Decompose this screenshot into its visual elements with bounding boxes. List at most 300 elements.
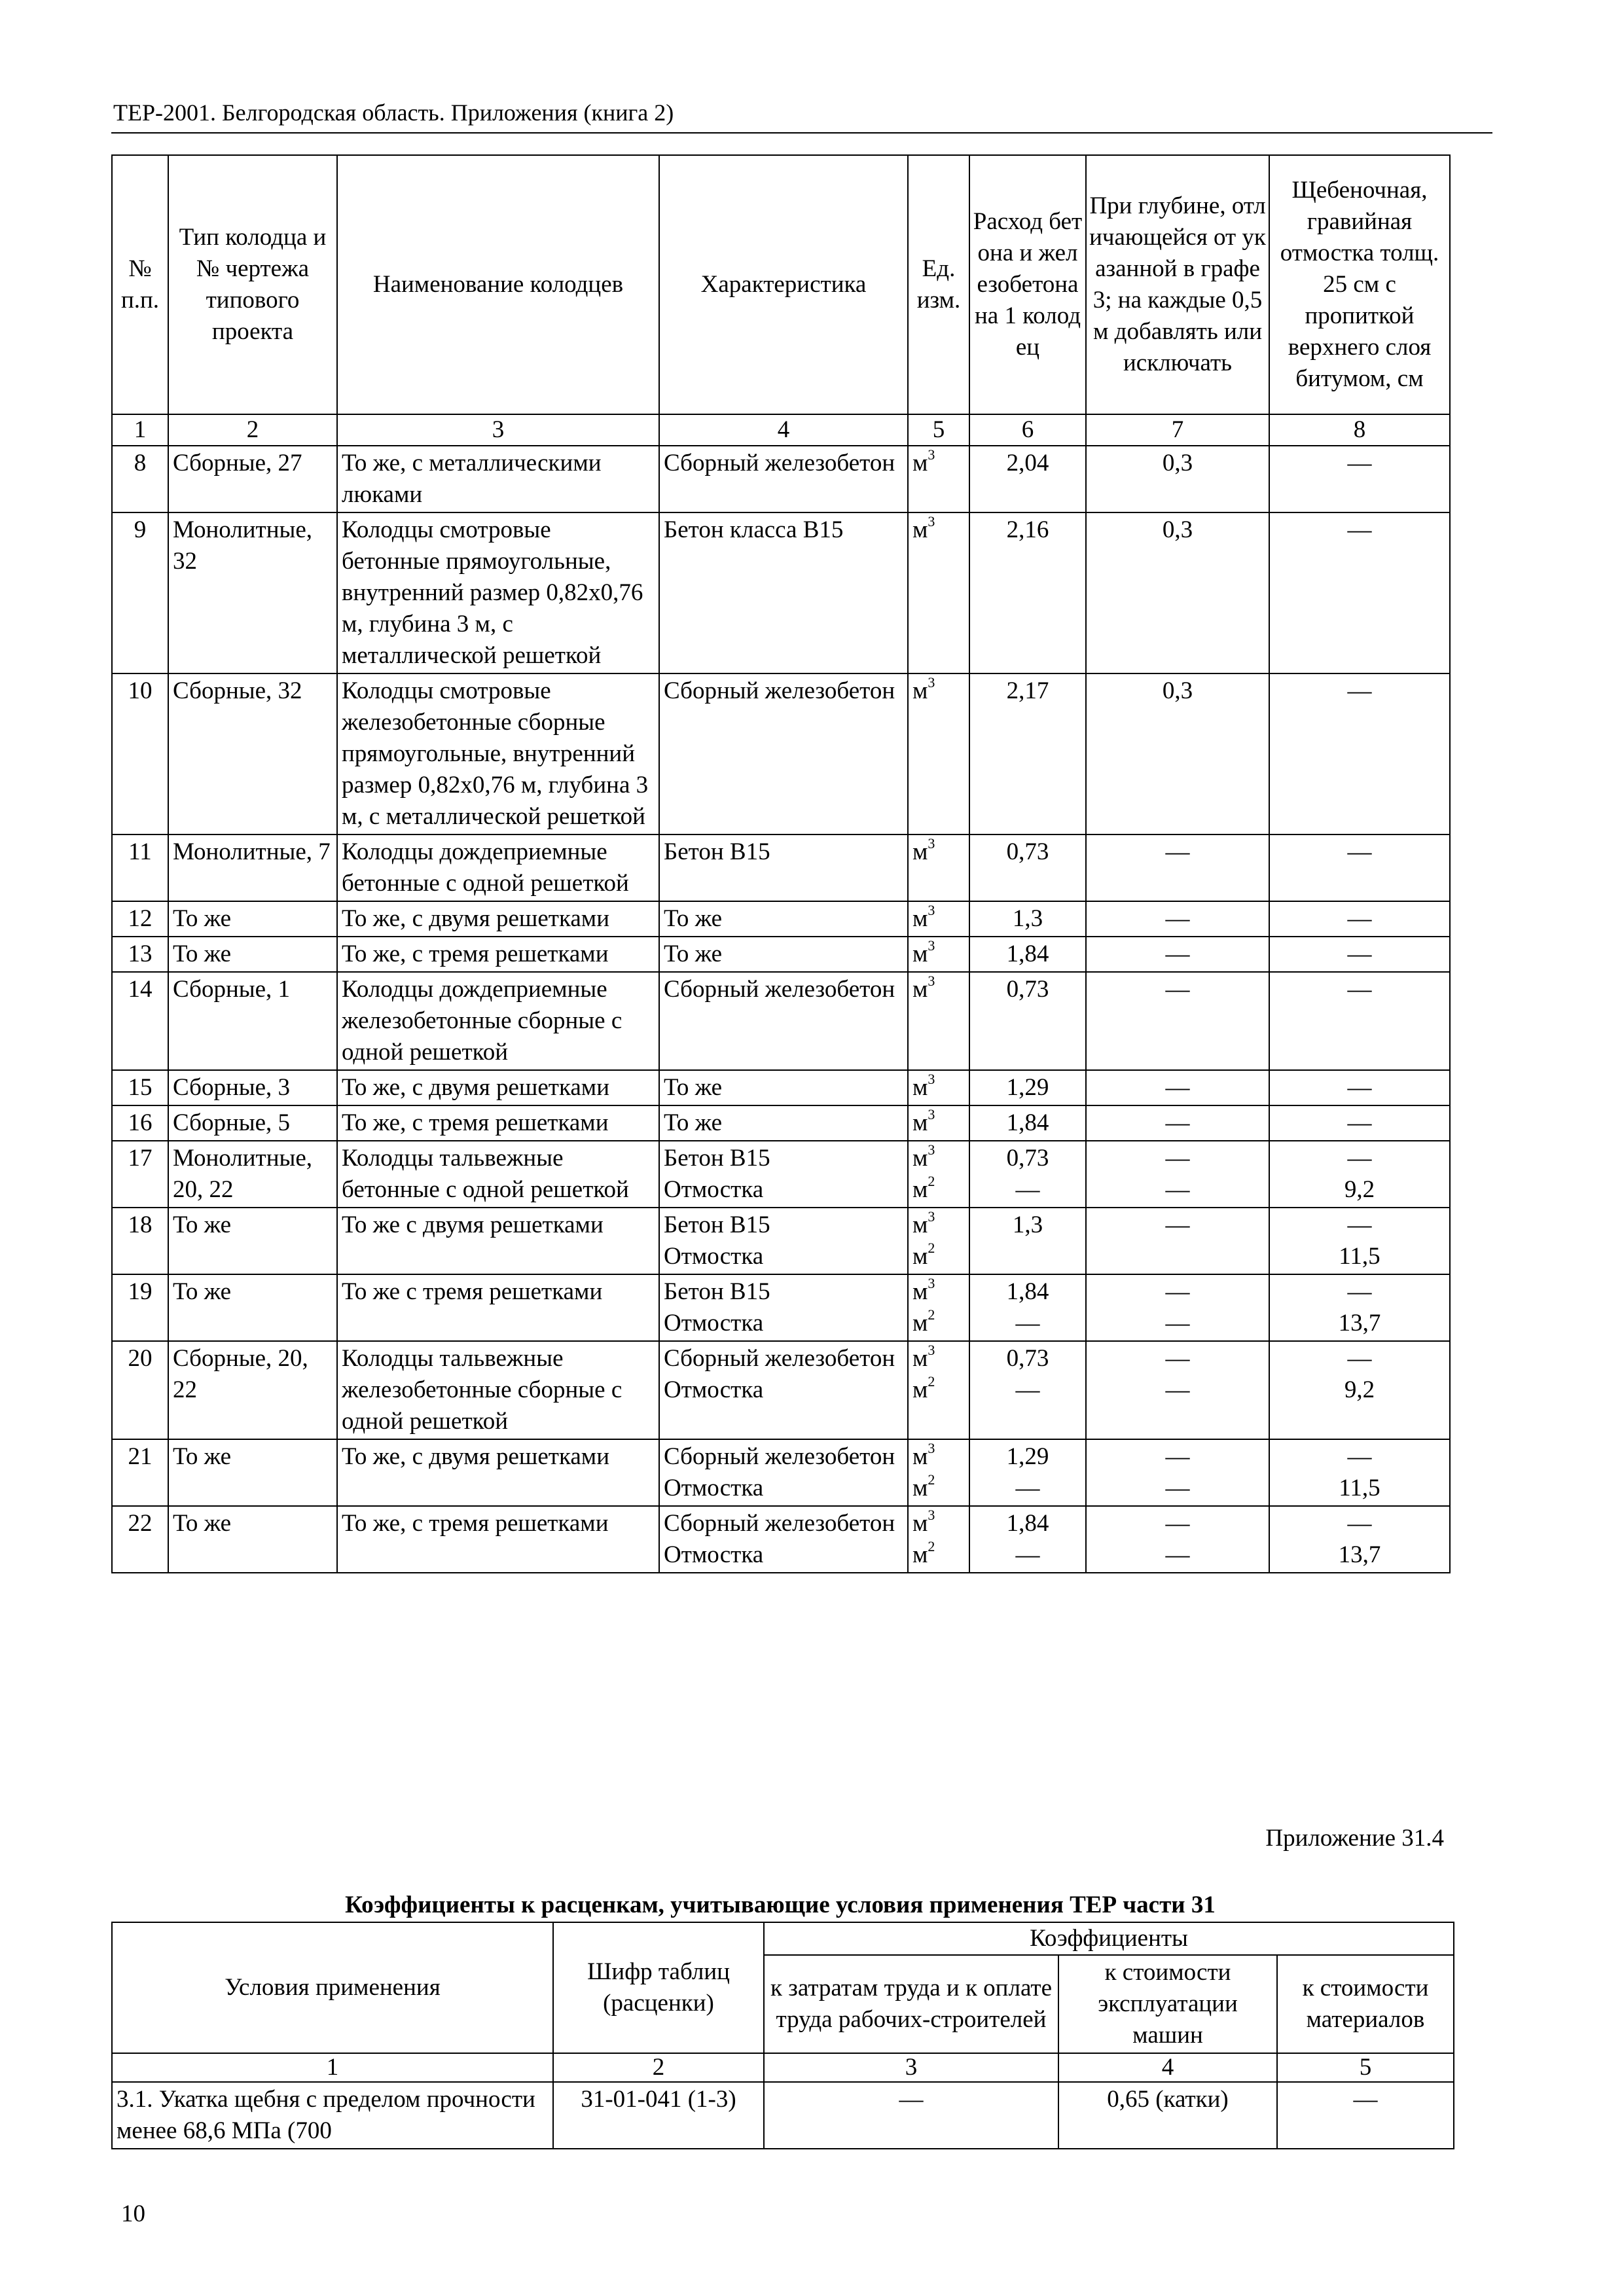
cell-depth-adjust (1086, 1506, 1269, 1573)
cell-type: Монолитные, 32 (168, 512, 337, 673)
col-header-concrete: Расход бетона и железобетона на 1 колодец (969, 155, 1086, 414)
value-line: — (1347, 1109, 1372, 1136)
coef-column-number-row (112, 2053, 1454, 2082)
value-line: 2,17 (1006, 677, 1049, 704)
column-number-row (112, 414, 1450, 446)
unit-line (912, 1508, 965, 1539)
cell-characteristic (659, 1439, 908, 1506)
cell-unit (908, 1105, 969, 1141)
cell-name: Колодцы смотровые бетонные прямоугольные, внутренний размер 0,82х0,76 м, глубина 3 м, с металлической решеткой (337, 512, 659, 673)
column-number: 8 (1269, 414, 1450, 446)
unit-base: м (912, 1278, 928, 1305)
unit-base: м (912, 1310, 928, 1336)
cell-num: 20 (112, 1341, 168, 1439)
unit-line (912, 1241, 965, 1272)
value-line: 1,3 (1012, 905, 1043, 932)
unit-base: м (912, 1510, 928, 1537)
cell-num: 10 (112, 673, 168, 834)
cell-type: То же (168, 901, 337, 937)
unit-base: м (912, 677, 928, 704)
value-line: — (1165, 1310, 1190, 1336)
characteristic-line: То же (664, 1109, 723, 1136)
cell-num: 18 (112, 1208, 168, 1274)
value-line: 9,2 (1344, 1176, 1375, 1203)
cell-characteristic (659, 1208, 908, 1274)
unit-exponent: 3 (928, 1439, 935, 1456)
value-line: — (1165, 1145, 1190, 1172)
cell-unit (908, 1506, 969, 1573)
cell-unit (908, 1439, 969, 1506)
value-line: 0,73 (1006, 838, 1049, 865)
cell-type: Монолитные, 20, 22 (168, 1141, 337, 1208)
cell-depth-adjust (1086, 972, 1269, 1070)
cell-num: 13 (112, 937, 168, 972)
column-number: 5 (908, 414, 969, 446)
cell-type: Сборные, 32 (168, 673, 337, 834)
column-number: 5 (1277, 2053, 1454, 2082)
cell-depth-adjust (1086, 1070, 1269, 1105)
col-header-type: Тип колодца и № чертежа типового проекта (168, 155, 337, 414)
value-line: — (1347, 1278, 1372, 1305)
column-number: 3 (764, 2053, 1058, 2082)
value-line: 0,73 (1006, 1345, 1049, 1372)
cell-type: Монолитные, 7 (168, 834, 337, 901)
cell-type: То же (168, 1506, 337, 1573)
value-line: — (1347, 1074, 1372, 1101)
wells-table (111, 154, 1451, 1573)
cell-num: 21 (112, 1439, 168, 1506)
unit-base: м (912, 1376, 928, 1403)
unit-line (912, 1107, 965, 1139)
cell-type: То же (168, 1274, 337, 1341)
cell-blind-area (1269, 901, 1450, 937)
cell-num: 12 (112, 901, 168, 937)
cell-unit (908, 1208, 969, 1274)
value-line: — (1165, 1376, 1190, 1403)
cell-blind-area (1269, 834, 1450, 901)
unit-base: м (912, 450, 928, 476)
cell-type: Сборные, 3 (168, 1070, 337, 1105)
cell-blind-area (1269, 1070, 1450, 1105)
cell-name: Колодцы тальвежные железобетонные сборные с одной решеткой (337, 1341, 659, 1439)
unit-line (912, 939, 965, 970)
cell-unit (908, 901, 969, 937)
value-line: 1,84 (1006, 1278, 1049, 1305)
unit-exponent: 2 (928, 1372, 935, 1390)
cell-unit (908, 1274, 969, 1341)
characteristic-line: Сборный железобетон (664, 1345, 895, 1372)
cell-name: То же, с двумя решетками (337, 1439, 659, 1506)
cell-concrete-volume (969, 1274, 1086, 1341)
value-line: — (1347, 1443, 1372, 1470)
unit-base: м (912, 1074, 928, 1101)
col-header-conditions: Условия применения (112, 1922, 553, 2053)
unit-line (912, 903, 965, 935)
cell-blind-area (1269, 1274, 1450, 1341)
unit-base: м (912, 941, 928, 967)
value-line: — (1015, 1541, 1040, 1568)
table-row (112, 1208, 1450, 1274)
unit-exponent: 3 (928, 972, 935, 989)
unit-exponent: 3 (928, 673, 935, 691)
cell-depth-adjust (1086, 937, 1269, 972)
value-line: — (1165, 941, 1190, 967)
unit-base: м (912, 1109, 928, 1136)
value-line: — (1165, 1176, 1190, 1203)
value-line: — (1165, 1211, 1190, 1238)
cell-name: То же, с тремя решетками (337, 1105, 659, 1141)
cell-name: То же, с тремя решетками (337, 937, 659, 972)
cell-characteristic (659, 937, 908, 972)
cell-num: 8 (112, 446, 168, 512)
cell-num: 15 (112, 1070, 168, 1105)
cell-characteristic (659, 1506, 908, 1573)
table-row (112, 512, 1450, 673)
value-line: 1,84 (1006, 1109, 1049, 1136)
cell-name: То же, с двумя решетками (337, 901, 659, 937)
characteristic-line: Отмостка (664, 1176, 764, 1203)
unit-exponent: 2 (928, 1471, 935, 1488)
cell-blind-area (1269, 1208, 1450, 1274)
unit-exponent: 3 (928, 1506, 935, 1523)
cell-characteristic (659, 1141, 908, 1208)
value-line: 1,29 (1006, 1074, 1049, 1101)
col-header-coefficients: Коэффициенты (764, 1922, 1454, 1955)
cell-depth-adjust (1086, 673, 1269, 834)
header-rule (111, 132, 1492, 134)
col-header-characteristic: Характеристика (659, 155, 908, 414)
cell-type: То же (168, 1439, 337, 1506)
cell-depth-adjust (1086, 1274, 1269, 1341)
value-line: — (1347, 976, 1372, 1003)
cell-blind-area (1269, 937, 1450, 972)
characteristic-line: Бетон В15 (664, 1211, 770, 1238)
characteristic-line: Отмостка (664, 1243, 764, 1270)
value-line: — (1165, 976, 1190, 1003)
col-header-unit: Ед. изм. (908, 155, 969, 414)
cell-name: То же с двумя решетками (337, 1208, 659, 1274)
cell-materials-coef: — (1277, 2082, 1454, 2149)
cell-concrete-volume (969, 1105, 1086, 1141)
characteristic-line: То же (664, 941, 723, 967)
column-number: 3 (337, 414, 659, 446)
value-line: — (1165, 1074, 1190, 1101)
unit-exponent: 3 (928, 1274, 935, 1291)
cell-blind-area (1269, 673, 1450, 834)
unit-exponent: 3 (928, 937, 935, 954)
value-line: — (1347, 1345, 1372, 1372)
table-row (112, 1141, 1450, 1208)
cell-depth-adjust (1086, 446, 1269, 512)
unit-exponent: 3 (928, 1070, 935, 1087)
cell-concrete-volume (969, 673, 1086, 834)
unit-line (912, 1343, 965, 1374)
characteristic-line: Бетон В15 (664, 1278, 770, 1305)
unit-line (912, 448, 965, 479)
value-line: — (1165, 905, 1190, 932)
unit-exponent: 3 (928, 446, 935, 463)
cell-characteristic (659, 1105, 908, 1141)
value-line (974, 1241, 1081, 1272)
cell-blind-area (1269, 972, 1450, 1070)
value-line: 0,73 (1006, 1145, 1049, 1172)
unit-line (912, 974, 965, 1005)
unit-exponent: 3 (928, 1341, 935, 1358)
cell-characteristic (659, 1341, 908, 1439)
value-line: — (1165, 1475, 1190, 1501)
unit-base: м (912, 905, 928, 932)
value-line: 11,5 (1339, 1475, 1380, 1501)
cell-name: То же, с двумя решетками (337, 1070, 659, 1105)
table-row (112, 446, 1450, 512)
value-line: — (1165, 1510, 1190, 1537)
unit-base: м (912, 1145, 928, 1172)
unit-exponent: 2 (928, 1239, 935, 1256)
cell-unit (908, 512, 969, 673)
cell-num: 11 (112, 834, 168, 901)
coef-row (112, 2082, 1454, 2149)
unit-line (912, 836, 965, 868)
cell-machines-coef: 0,65 (катки) (1058, 2082, 1277, 2149)
value-line: — (1165, 1345, 1190, 1372)
unit-base: м (912, 1243, 928, 1270)
col-header-depth: При глубине, отличающейся от указанной в графе 3; на каждые 0,5 м добавлять или исключать (1086, 155, 1269, 414)
cell-characteristic (659, 1070, 908, 1105)
running-header: ТЕР-2001. Белгородская область. Приложения (книга 2) (113, 99, 674, 126)
cell-concrete-volume (969, 1141, 1086, 1208)
value-line: 9,2 (1344, 1376, 1375, 1403)
value-line: — (1165, 838, 1190, 865)
cell-unit (908, 673, 969, 834)
unit-exponent: 3 (928, 512, 935, 529)
characteristic-line: Отмостка (664, 1310, 764, 1336)
value-line: — (1347, 516, 1372, 543)
value-line: 0,3 (1162, 450, 1193, 476)
cell-blind-area (1269, 1506, 1450, 1573)
unit-base: м (912, 1475, 928, 1501)
unit-line (912, 1210, 965, 1241)
cell-depth-adjust (1086, 1208, 1269, 1274)
characteristic-line: Сборный железобетон (664, 1510, 895, 1537)
cell-name: Колодцы тальвежные бетонные с одной решеткой (337, 1141, 659, 1208)
cell-name: Колодцы дождеприемные железобетонные сборные с одной решеткой (337, 972, 659, 1070)
table-row (112, 1105, 1450, 1141)
table-row (112, 937, 1450, 972)
cell-name: То же, с металлическими люками (337, 446, 659, 512)
value-line: — (1347, 905, 1372, 932)
unit-exponent: 3 (928, 834, 935, 852)
unit-line (912, 1276, 965, 1308)
characteristic-line: Сборный железобетон (664, 450, 895, 476)
cell-concrete-volume (969, 937, 1086, 972)
cell-name: То же с тремя решетками (337, 1274, 659, 1341)
cell-type: Сборные, 5 (168, 1105, 337, 1141)
unit-base: м (912, 516, 928, 543)
cell-num: 9 (112, 512, 168, 673)
value-line: — (1165, 1278, 1190, 1305)
column-number: 1 (112, 2053, 553, 2082)
value-line: — (1165, 1541, 1190, 1568)
unit-base: м (912, 1211, 928, 1238)
cell-num: 16 (112, 1105, 168, 1141)
cell-type: То же (168, 1208, 337, 1274)
value-line: — (1347, 1145, 1372, 1172)
table-row (112, 1274, 1450, 1341)
unit-base: м (912, 838, 928, 865)
value-line: — (1165, 1443, 1190, 1470)
cell-depth-adjust (1086, 1141, 1269, 1208)
column-number: 2 (553, 2053, 764, 2082)
cell-concrete-volume (969, 834, 1086, 901)
unit-line (912, 1374, 965, 1406)
col-header-name: Наименование колодцев (337, 155, 659, 414)
cell-concrete-volume (969, 1439, 1086, 1506)
value-line: 1,3 (1012, 1211, 1043, 1238)
characteristic-line: Сборный железобетон (664, 677, 895, 704)
column-number: 4 (1058, 2053, 1277, 2082)
cell-depth-adjust (1086, 1341, 1269, 1439)
unit-line (912, 675, 965, 707)
cell-unit (908, 834, 969, 901)
value-line: — (1015, 1176, 1040, 1203)
cell-characteristic (659, 901, 908, 937)
cell-type: Сборные, 1 (168, 972, 337, 1070)
page-number: 10 (121, 2200, 145, 2227)
coef-header-row (112, 1922, 1454, 1955)
cell-concrete-volume (969, 1070, 1086, 1105)
cell-type: Сборные, 27 (168, 446, 337, 512)
col-header-cipher: Шифр таблиц (расценки) (553, 1922, 764, 2053)
table-row (112, 972, 1450, 1070)
cell-blind-area (1269, 1105, 1450, 1141)
value-line: — (1015, 1475, 1040, 1501)
cell-concrete-volume (969, 1341, 1086, 1439)
header-row (112, 155, 1450, 414)
value-line: 2,16 (1006, 516, 1049, 543)
col-header-materials: к стоимости материалов (1277, 1955, 1454, 2053)
value-line: 1,84 (1006, 1510, 1049, 1537)
cell-blind-area (1269, 1341, 1450, 1439)
unit-line (912, 1143, 965, 1174)
table-row (112, 673, 1450, 834)
value-line: — (1347, 1510, 1372, 1537)
value-line: — (1347, 941, 1372, 967)
characteristic-line: Бетон В15 (664, 838, 770, 865)
cell-name: Колодцы смотровые железобетонные сборные прямоугольные, внутренний размер 0,82х0,76 м, глубина 3 м, с металлической решеткой (337, 673, 659, 834)
column-number: 2 (168, 414, 337, 446)
cell-unit (908, 1070, 969, 1105)
cell-concrete-volume (969, 446, 1086, 512)
cell-depth-adjust (1086, 1105, 1269, 1141)
appendix-label: Приложение 31.4 (1265, 1825, 1444, 1852)
cell-concrete-volume (969, 901, 1086, 937)
cell-blind-area (1269, 1141, 1450, 1208)
coefficients-title: Коэффициенты к расценкам, учитывающие условия применения ТЕР части 31 (345, 1892, 1216, 1918)
column-number: 7 (1086, 414, 1269, 446)
cell-unit (908, 446, 969, 512)
unit-exponent: 2 (928, 1172, 935, 1189)
value-line: — (1347, 677, 1372, 704)
characteristic-line: Отмостка (664, 1475, 764, 1501)
unit-exponent: 2 (928, 1306, 935, 1323)
cell-characteristic (659, 512, 908, 673)
cell-concrete-volume (969, 1208, 1086, 1274)
cell-depth-adjust (1086, 512, 1269, 673)
value-line: — (1347, 450, 1372, 476)
value-line (1091, 1241, 1265, 1272)
unit-base: м (912, 1443, 928, 1470)
cell-characteristic (659, 673, 908, 834)
value-line: 1,29 (1006, 1443, 1049, 1470)
cell-characteristic (659, 972, 908, 1070)
cell-num: 19 (112, 1274, 168, 1341)
unit-line (912, 1473, 965, 1504)
unit-exponent: 2 (928, 1537, 935, 1554)
cell-depth-adjust (1086, 1439, 1269, 1506)
cell-blind-area (1269, 1439, 1450, 1506)
value-line: 13,7 (1338, 1541, 1381, 1568)
unit-exponent: 3 (928, 1141, 935, 1158)
cell-num: 14 (112, 972, 168, 1070)
characteristic-line: То же (664, 1074, 723, 1101)
cell-blind-area (1269, 446, 1450, 512)
col-header-labor: к затратам труда и к оплате труда рабочих-строителей (764, 1955, 1058, 2053)
table-row (112, 1341, 1450, 1439)
unit-exponent: 3 (928, 1208, 935, 1225)
unit-base: м (912, 1345, 928, 1372)
cell-unit (908, 1341, 969, 1439)
unit-exponent: 3 (928, 1105, 935, 1122)
value-line: 2,04 (1006, 450, 1049, 476)
table-row (112, 834, 1450, 901)
value-line: — (1347, 838, 1372, 865)
column-number: 1 (112, 414, 168, 446)
unit-line (912, 514, 965, 546)
unit-line (912, 1539, 965, 1571)
cell-concrete-volume (969, 512, 1086, 673)
cell-name: Колодцы дождеприемные бетонные с одной решеткой (337, 834, 659, 901)
column-number: 6 (969, 414, 1086, 446)
cell-characteristic (659, 1274, 908, 1341)
cell-num: 22 (112, 1506, 168, 1573)
characteristic-line: То же (664, 905, 723, 932)
characteristic-line: Отмостка (664, 1376, 764, 1403)
cell-unit (908, 1141, 969, 1208)
table-row (112, 1439, 1450, 1506)
cell-blind-area (1269, 512, 1450, 673)
value-line: 13,7 (1338, 1310, 1381, 1336)
characteristic-line: Отмостка (664, 1541, 764, 1568)
value-line: — (1165, 1109, 1190, 1136)
characteristic-line: Сборный железобетон (664, 1443, 895, 1470)
cell-concrete-volume (969, 972, 1086, 1070)
value-line: — (1015, 1376, 1040, 1403)
unit-line (912, 1441, 965, 1473)
cell-concrete-volume (969, 1506, 1086, 1573)
value-line: 11,5 (1339, 1243, 1380, 1270)
characteristic-line: Сборный железобетон (664, 976, 895, 1003)
unit-base: м (912, 976, 928, 1003)
unit-line (912, 1072, 965, 1103)
value-line: — (1015, 1310, 1040, 1336)
value-line: — (1347, 1211, 1372, 1238)
cell-name: То же, с тремя решетками (337, 1506, 659, 1573)
column-number: 4 (659, 414, 908, 446)
cell-type: То же (168, 937, 337, 972)
cell-unit (908, 972, 969, 1070)
col-header-machines: к стоимости эксплуатации машин (1058, 1955, 1277, 2053)
unit-line (912, 1174, 965, 1206)
